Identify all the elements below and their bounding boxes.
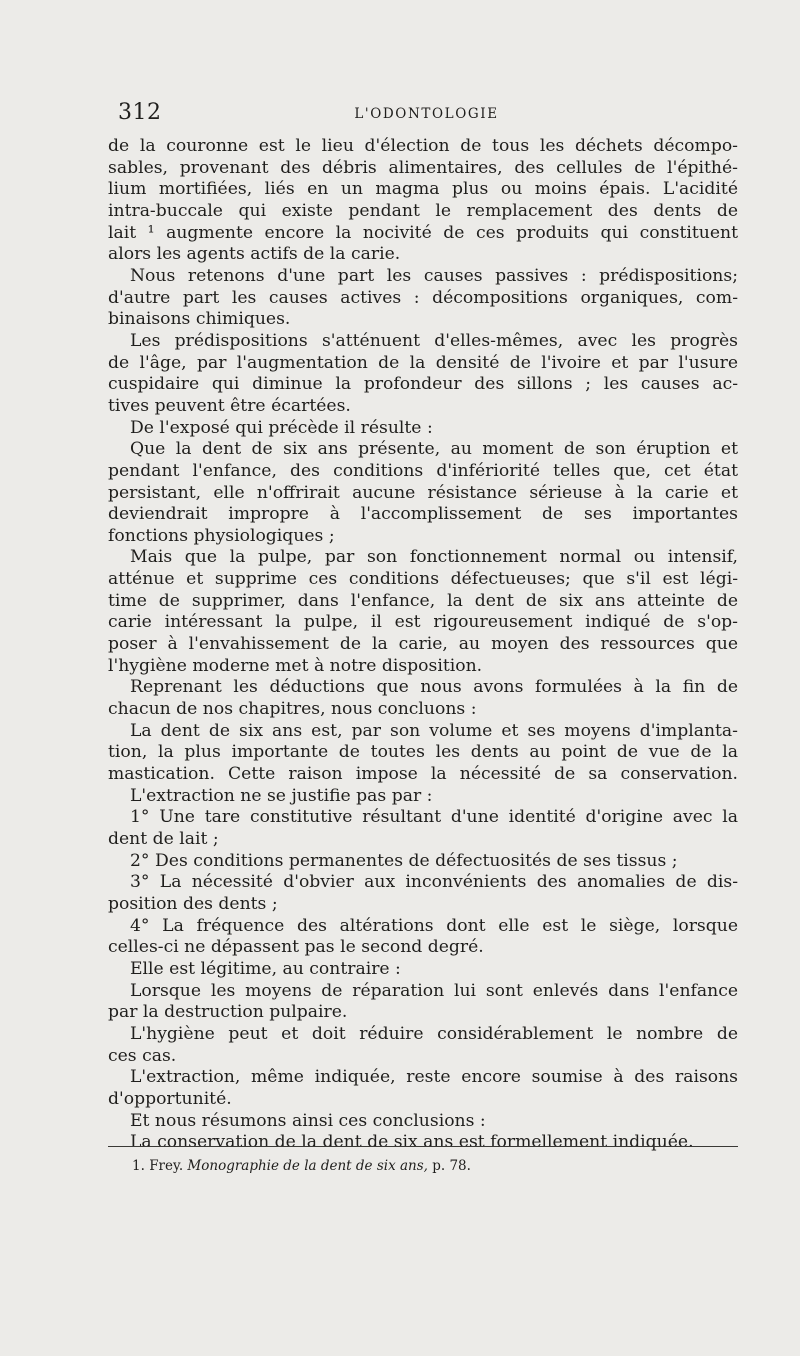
text-line: 4° La fréquence des altérations dont elle est le siège, lorsque <box>130 915 738 936</box>
text-line: Lorsque les moyens de réparation lui sont enlevés dans l'enfance <box>130 980 738 1001</box>
footnote-rule <box>108 1146 738 1147</box>
footnote <box>132 1156 471 1176</box>
text-line: chacun de nos chapitres, nous concluons : <box>108 699 477 720</box>
footnote-number: 1. <box>132 1158 145 1174</box>
text-line: Mais que la pulpe, par son fonctionnement normal ou intensif, <box>130 547 738 568</box>
text-line: Que la dent de six ans présente, au moment de son éruption et <box>130 439 738 460</box>
text-line: carie intéressant la pulpe, il est rigoureusement indiqué de s'op- <box>108 612 738 633</box>
text-line: de la couronne est le lieu d'élection de tous les déchets décompo- <box>108 136 738 156</box>
text-line: intra-buccale qui existe pendant le remplacement des dents de <box>108 200 738 221</box>
text-line: lium mortifiées, liés en un magma plus ou moins épais. L'acidité <box>108 179 738 200</box>
footnote-author: Frey. <box>149 1158 184 1174</box>
text-line: Les prédispositions s'atténuent d'elles-mêmes, avec les progrès <box>130 330 738 351</box>
text-line: tives peuvent être écartées. <box>108 395 351 416</box>
text-line: Elle est légitime, au contraire : <box>130 958 401 979</box>
text-line: de l'âge, par l'augmentation de la densité de l'ivoire et par l'usure <box>108 352 738 373</box>
running-title: L'ODONTOLOGIE <box>354 106 499 122</box>
page-header <box>118 98 735 128</box>
text-line: persistant, elle n'offrirait aucune résistance sérieuse à la carie et <box>108 482 738 503</box>
text-line: Reprenant les déductions que nous avons formulées à la fin de <box>130 677 738 698</box>
text-line: Nous retenons d'une part les causes passives : prédispositions; <box>130 265 738 286</box>
text-line: binaisons chimiques. <box>108 309 291 330</box>
text-line: d'autre part les causes actives : décompositions organiques, com- <box>108 287 738 308</box>
text-line: ces cas. <box>108 1045 177 1066</box>
text-line: time de supprimer, dans l'enfance, la dent de six ans atteinte de <box>108 590 738 611</box>
text-line: Et nous résumons ainsi ces conclusions : <box>130 1110 486 1131</box>
footnote-title: Monographie de la dent de six ans, <box>187 1158 428 1174</box>
text-line: 1° Une tare constitutive résultant d'une identité d'origine avec la <box>130 807 738 828</box>
text-line: L'extraction, même indiquée, reste encore soumise à des raisons <box>130 1067 738 1088</box>
text-line: alors les agents actifs de la carie. <box>108 244 401 265</box>
text-line: lait ¹ augmente encore la nocivité de ces produits qui constituent <box>108 222 738 243</box>
footnote-page: p. 78. <box>432 1158 471 1174</box>
text-line: tion, la plus importante de toutes les dents au point de vue de la <box>108 742 738 763</box>
text-line: celles-ci ne dépassent pas le second degré. <box>108 937 484 958</box>
text-line: L'extraction ne se justifie pas par : <box>130 785 433 806</box>
text-line: pendant l'enfance, des conditions d'infériorité telles que, cet état <box>108 460 738 481</box>
text-line: d'opportunité. <box>108 1088 232 1109</box>
text-line: La conservation de la dent de six ans est formellement indiquée. <box>130 1132 694 1153</box>
text-line: fonctions physiologiques ; <box>108 525 335 546</box>
text-line: poser à l'envahissement de la carie, au moyen des ressources que <box>108 634 738 655</box>
page-number: 312 <box>118 100 162 125</box>
text-line: L'hygiène peut et doit réduire considérablement le nombre de <box>130 1023 738 1044</box>
text-line: l'hygiène moderne met à notre disposition. <box>108 655 483 676</box>
text-line: De l'exposé qui précède il résulte : <box>130 417 433 438</box>
text-line: sables, provenant des débris alimentaires, des cellules de l'épithé- <box>108 157 738 178</box>
text-line: 2° Des conditions permanentes de défectuosités de ses tissus ; <box>130 850 678 871</box>
text-line: dent de lait ; <box>108 829 219 849</box>
text-line: La dent de six ans est, par son volume et ses moyens d'implanta- <box>130 720 738 741</box>
text-line: deviendrait impropre à l'accomplissement de ses importantes <box>108 504 738 525</box>
text-line: atténue et supprime ces conditions défectueuses; que s'il est légi- <box>108 569 738 590</box>
text-line: par la destruction pulpaire. <box>108 1002 348 1023</box>
text-line: 3° La nécessité d'obvier aux inconvénients des anomalies de dis- <box>130 872 738 893</box>
body-text <box>108 136 738 1154</box>
text-line: position des dents ; <box>108 893 278 914</box>
text-line: cuspidaire qui diminue la profondeur des sillons ; les causes ac- <box>108 374 738 395</box>
text-line: mastication. Cette raison impose la nécessité de sa conservation. <box>108 764 738 785</box>
